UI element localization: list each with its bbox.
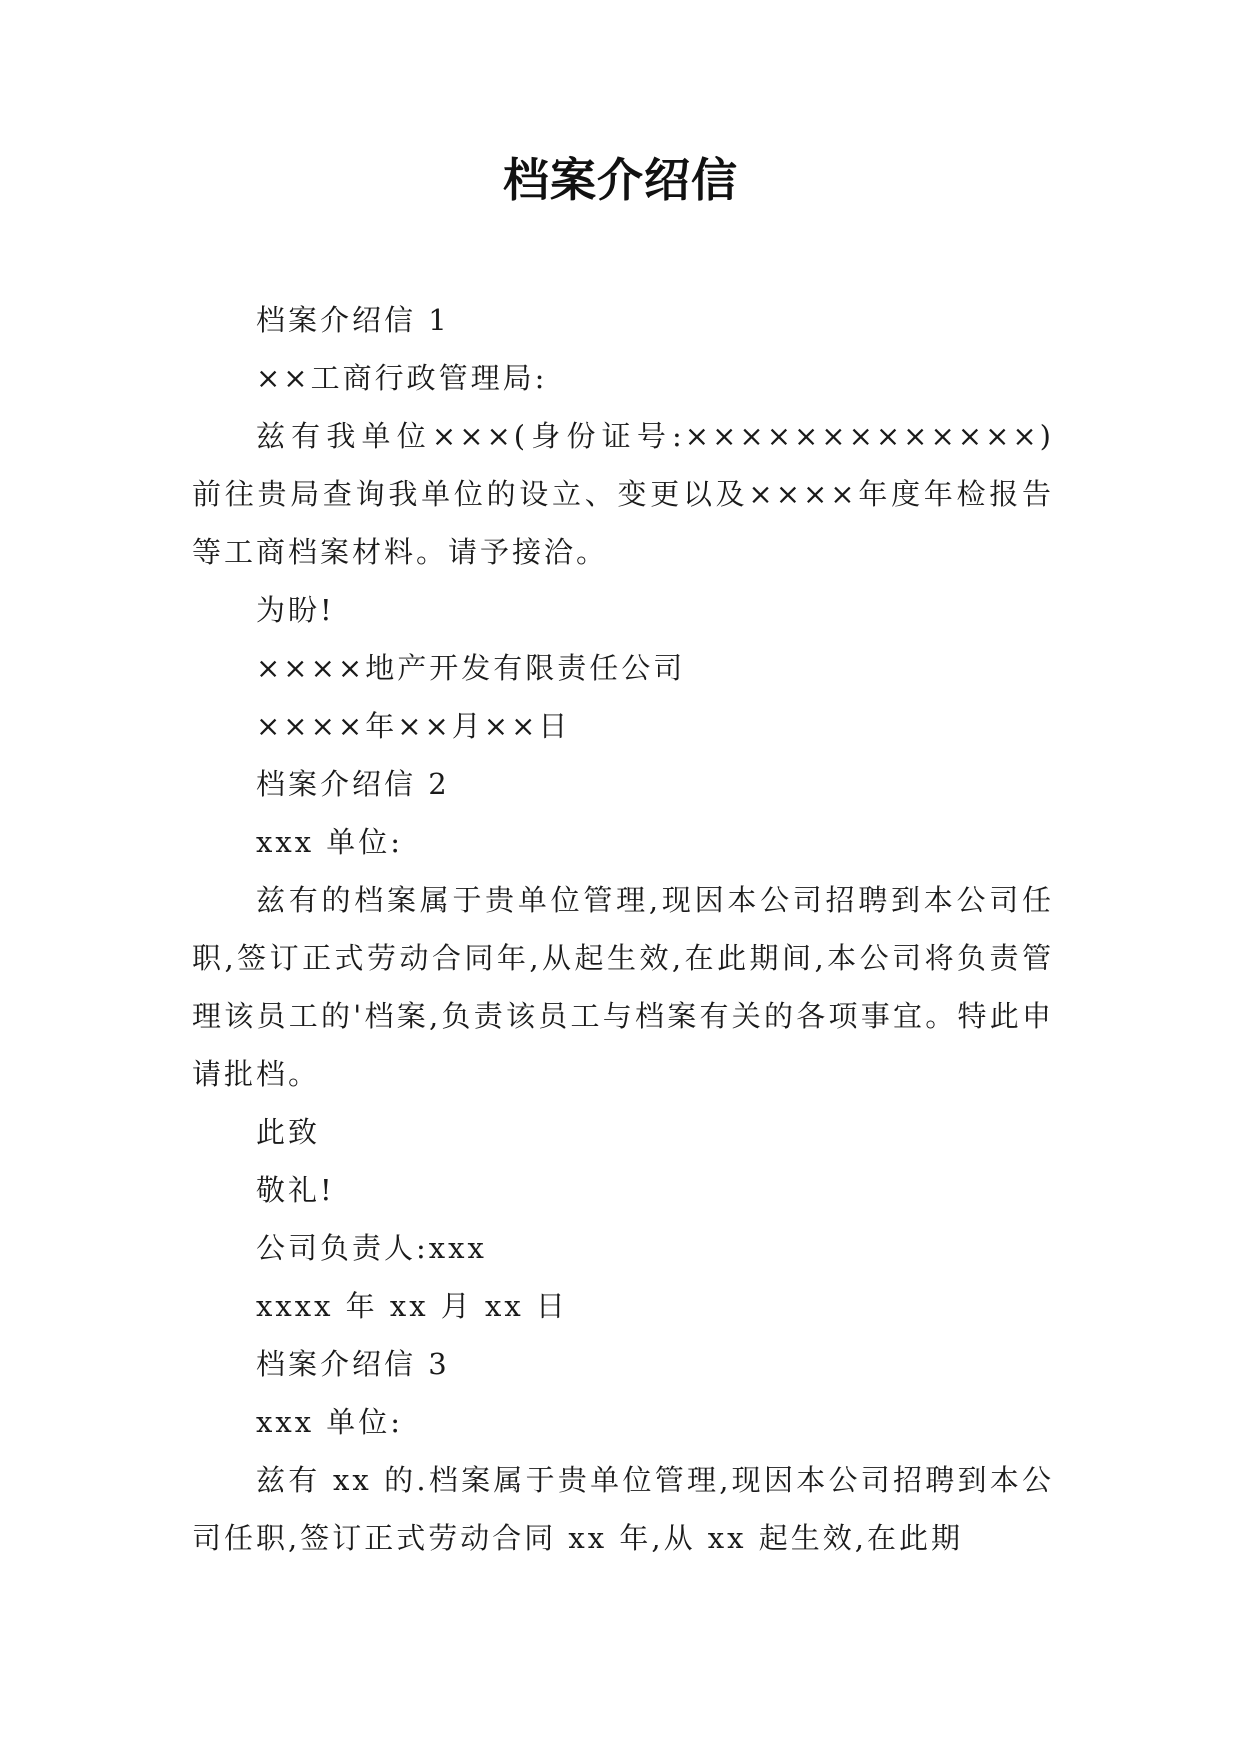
letter-2-closing-1: 此致 xyxy=(256,1115,321,1149)
document-title: 档案介绍信 xyxy=(503,153,738,207)
letter-2-salutation: xxx 单位: xyxy=(256,825,404,859)
letter-3-heading: 档案介绍信 3 xyxy=(256,1347,450,1381)
document-body xyxy=(192,291,1054,1567)
letter-1-salutation: ××工商行政管理局: xyxy=(256,361,548,395)
letter-1-body: 兹有我单位×××(身份证号:×××××××××××××)前往贵局查询我单位的设立、变更以及××××年度年检报告等工商档案材料。请予接洽。 xyxy=(192,419,1054,569)
letter-3-salutation: xxx 单位: xyxy=(256,1405,404,1439)
letter-1-closing: 为盼! xyxy=(256,593,335,627)
letter-2-body: 兹有的档案属于贵单位管理,现因本公司招聘到本公司任职,签订正式劳动合同年,从起生效,在此期间,本公司将负责管理该员工的'档案,负责该员工与档案有关的各项事宜。特此申请批档。 xyxy=(192,883,1054,1091)
letter-3-body: 兹有 xx 的.档案属于贵单位管理,现因本公司招聘到本公司任职,签订正式劳动合同 xx 年,从 xx 起生效,在此期 xyxy=(192,1463,1054,1555)
letter-2-heading: 档案介绍信 2 xyxy=(256,767,450,801)
letter-1-date: ××××年××月××日 xyxy=(256,709,571,743)
letter-2-closing-2: 敬礼! xyxy=(256,1173,335,1207)
letter-1-company: ××××地产开发有限责任公司 xyxy=(256,651,686,685)
letter-2-date: xxxx 年 xx 月 xx 日 xyxy=(256,1289,568,1323)
letter-1-heading: 档案介绍信 1 xyxy=(256,303,450,337)
letter-2-signer: 公司负责人:xxx xyxy=(256,1231,487,1265)
